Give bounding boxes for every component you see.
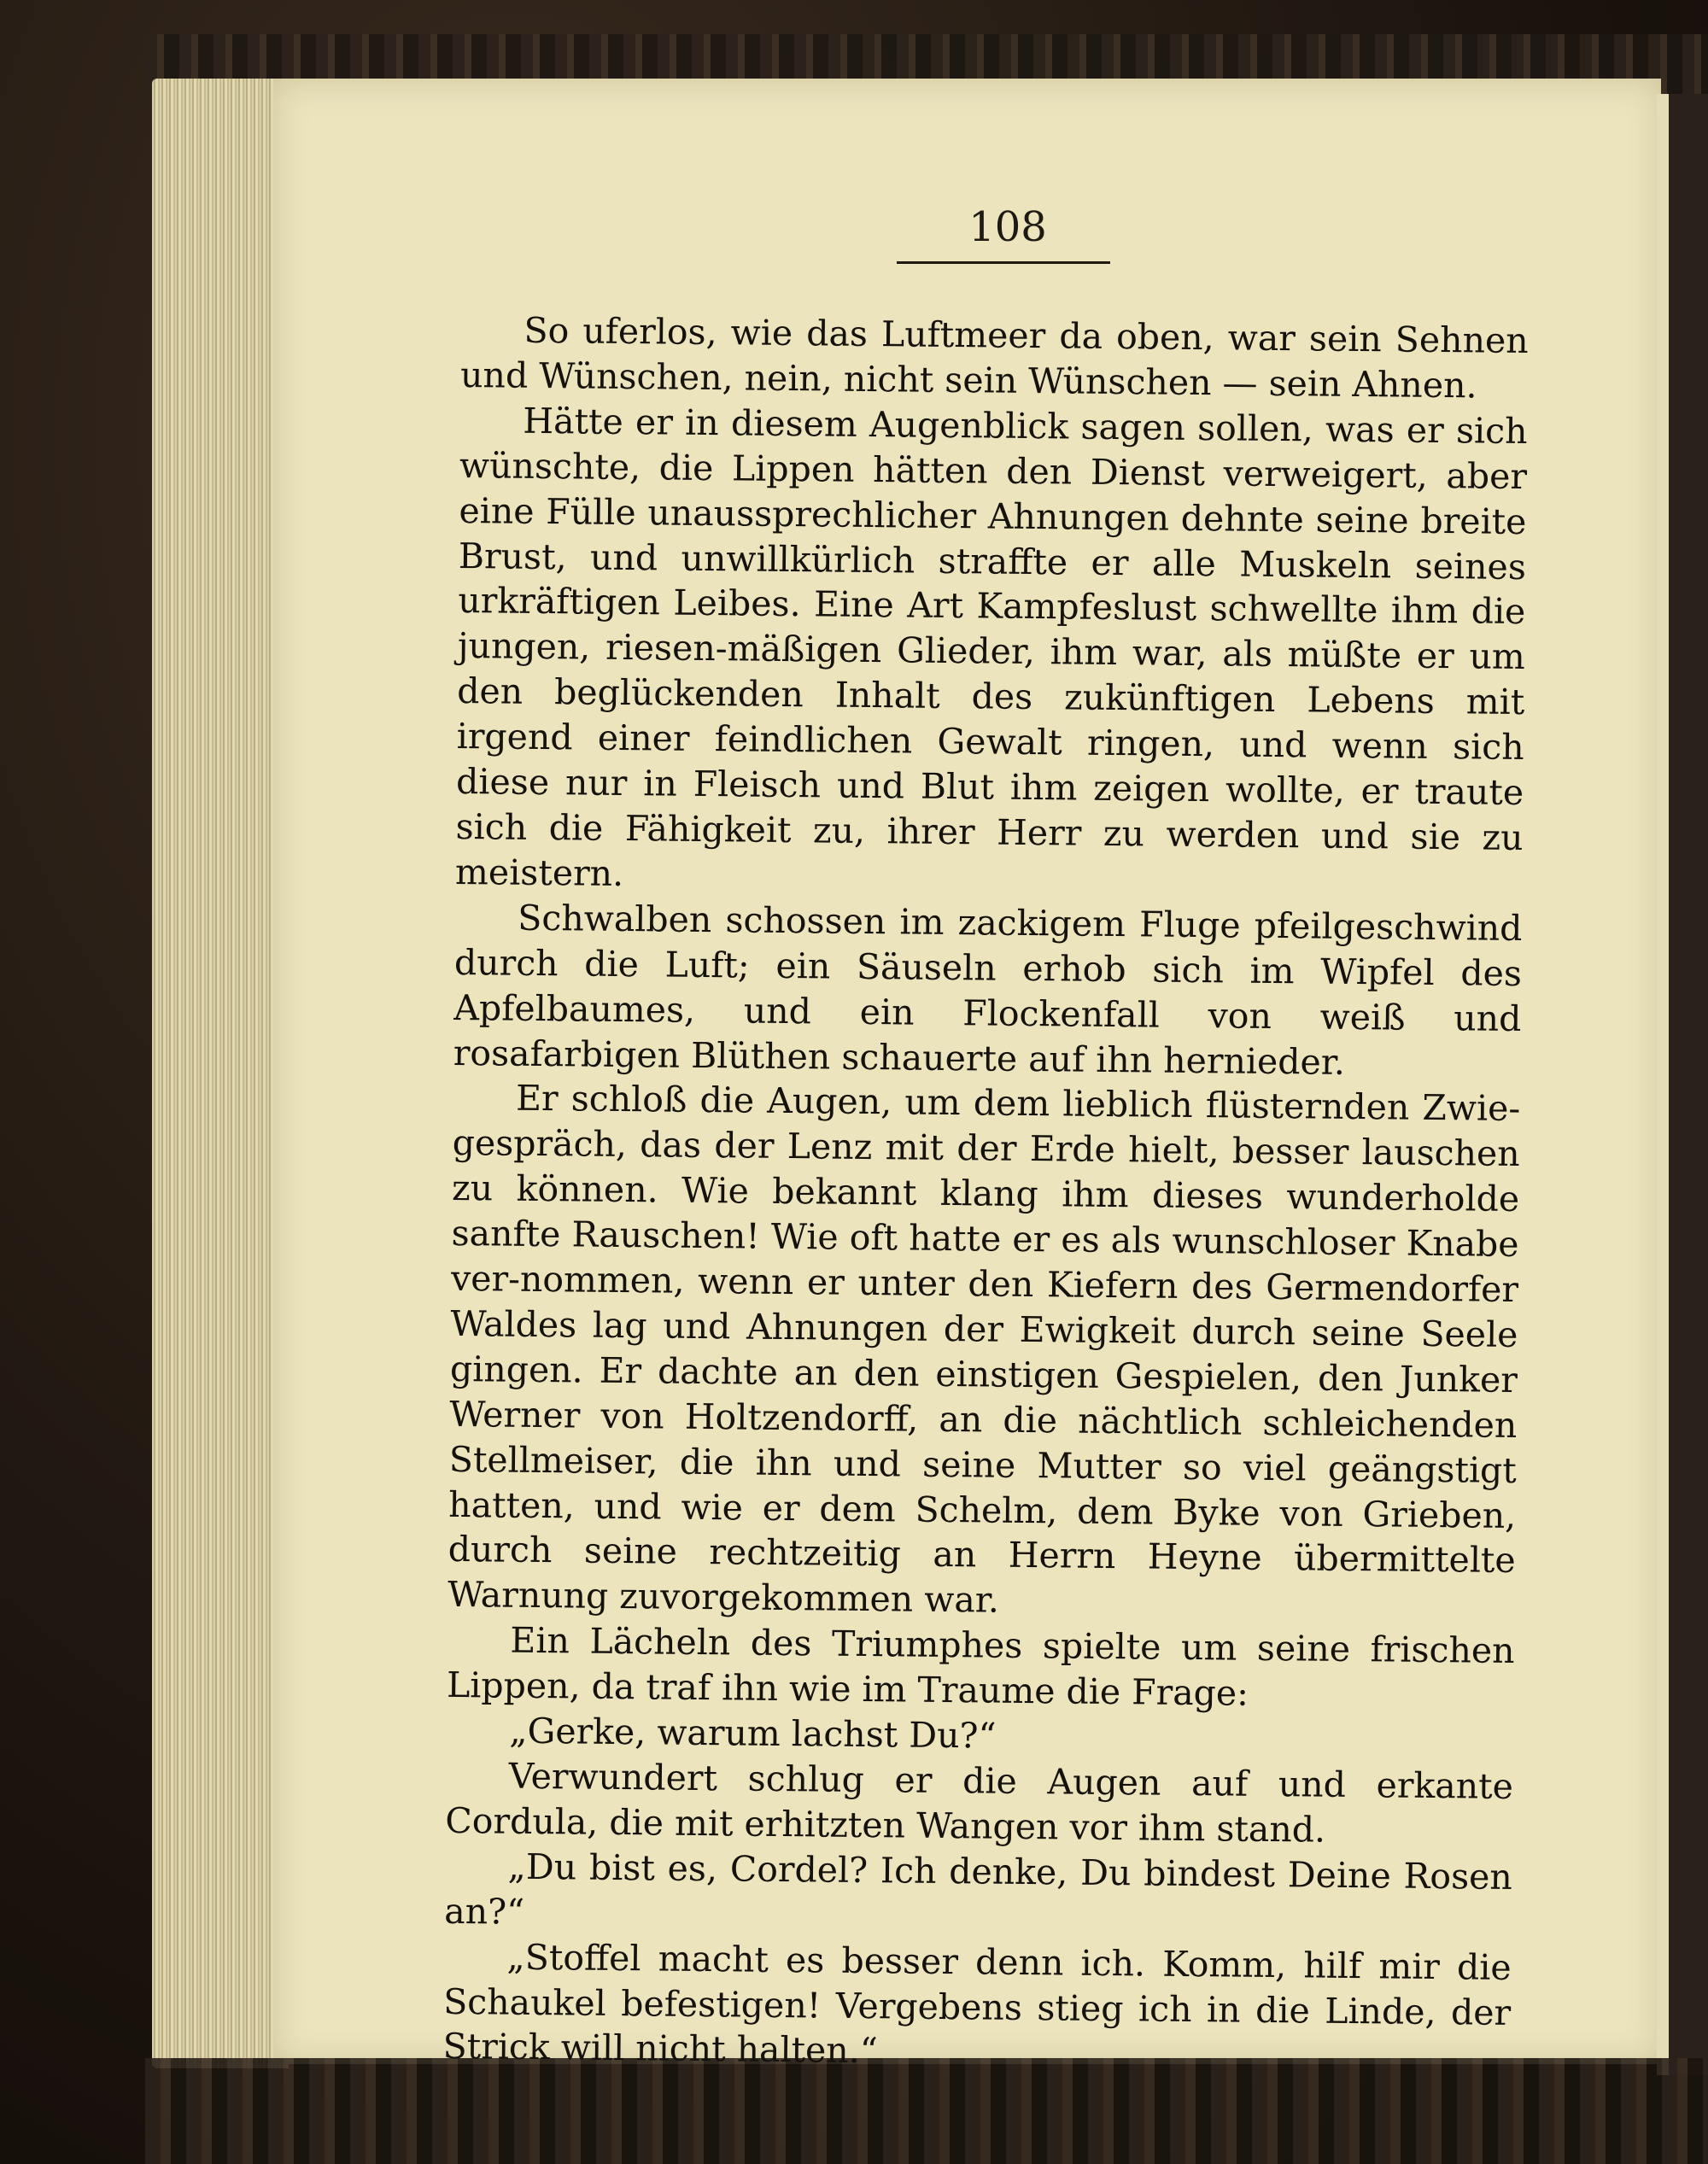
paragraph: Er schloß die Augen, um dem lieblich flüsternden Zwie-gespräch, das der Lenz mit der Erde hielt, besser lauschen zu können. Wie bekannt klang ihm dieses wunderholde sanfte Rauschen! Wie oft hatte er es als wunschloser Knabe ver-nommen, wenn er unter den Kiefern des Germendorfer Waldes lag und Ahnungen der Ewigkeit durch seine Seele gingen. Er dachte an den einstigen Gespielen, den Junker Werner von Holtzendorff, an die nächtlich schleichenden Stellmeiser, die ihn und seine Mutter so viel geängstigt hatten, und wie er dem Schelm, dem Byke von Grieben, durch seine rechtzeitig an Herrn Heyne übermittelte Warnung zuvorgekommen war.	[447, 1078, 1521, 1622]
header-rule	[897, 261, 1110, 264]
paragraph: Ein Lächeln des Triumphes spielte um seine frischen Lippen, da traf ihn wie im Traume die Frage:	[446, 1619, 1515, 1714]
paragraph: „Du bist es, Cordel? Ich denke, Du bindest Deine Rosen an?“	[444, 1845, 1513, 1933]
body-text	[442, 307, 1529, 2080]
paragraph: „Gerke, warum lachst Du?“	[509, 1710, 997, 1757]
page-number: 108	[968, 203, 1047, 251]
page-stack-edge	[152, 79, 289, 2068]
book-cover-right-edge	[1657, 94, 1708, 2075]
paragraph: Hätte er in diesem Augenblick sagen sollen, was er sich wünschte, die Lippen hätten den Dienst verweigert, aber eine Fülle unaussprechlicher Ahnungen dehnte seine breite Brust, und unwillkürlich straffte er alle Muskeln seines urkräftigen Leibes. Eine Art Kampfeslust schwellte ihm die jungen, riesen-mäßigen Glieder, ihm war, als müßte er um den beglückenden Inhalt des zukünftigen Lebens mit irgend einer feindlichen Gewalt ringen, und wenn sich diese nur in Fleisch und Blut ihm zeigen wollte, er traute sich die Fähigkeit zu, ihrer Herr zu werden und sie zu meistern.	[454, 400, 1528, 894]
paragraph: Verwundert schlug er die Augen auf und erkante Cordula, die mit erhitzten Wangen vor ihm stand.	[445, 1755, 1514, 1851]
paragraph: So uferlos, wie das Luftmeer da oben, war sein Sehnen und Wünschen, nein, nicht sein Wünschen — sein Ahnen.	[459, 309, 1529, 406]
paragraph: Schwalben schossen im zackigem Fluge pfeilgeschwind durch die Luft; ein Säuseln erhob sich im Wipfel des Apfelbaumes, und ein Flockenfall von weiß und rosafarbigen Blüthen schauerte auf ihn hernieder.	[453, 897, 1523, 1083]
paragraph: „Stoffel macht es besser denn ich. Komm, hilf mir die Schaukel befestigen! Vergebens stieg ich in die Linde, der Strick will nicht halten.“	[442, 1936, 1512, 2072]
